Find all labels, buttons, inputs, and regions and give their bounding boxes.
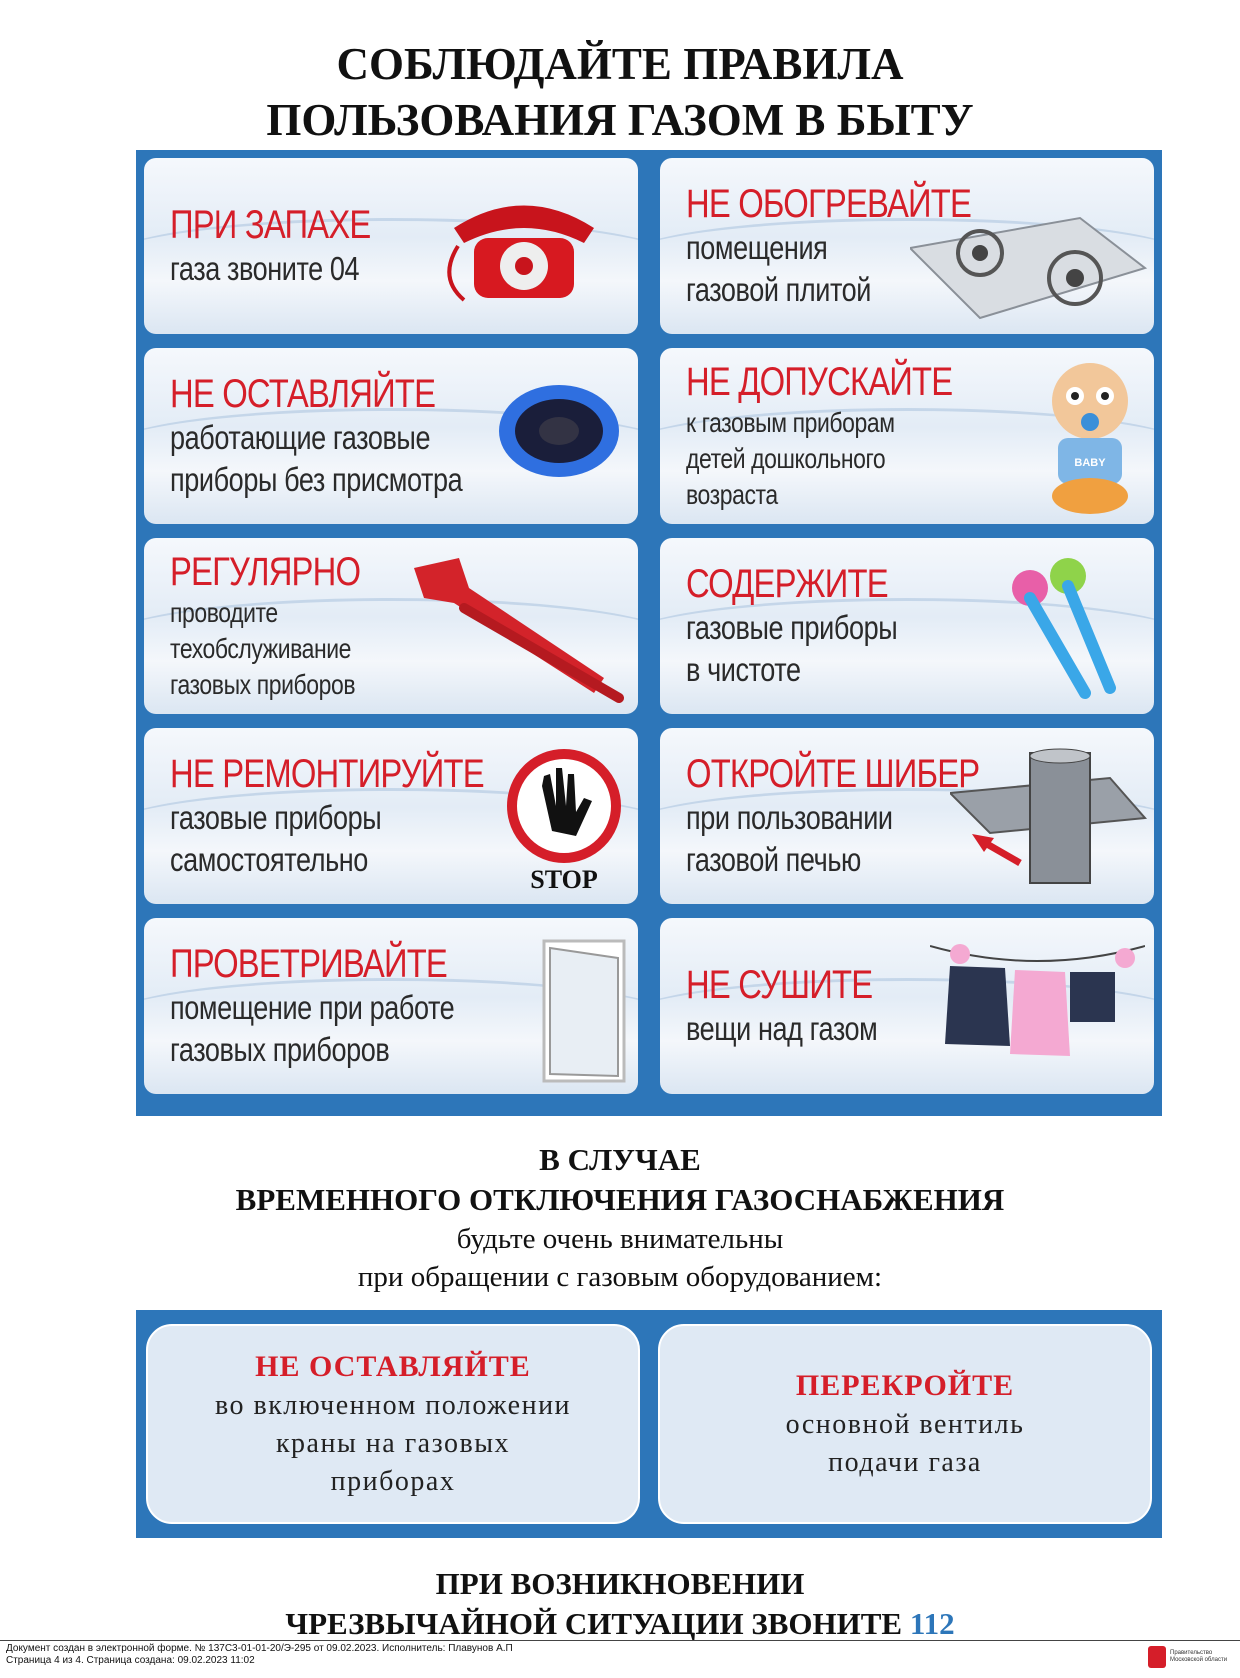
outage-rule-heading: ПЕРЕКРОЙТЕ [795, 1369, 1015, 1402]
outage-rule-valve [658, 1324, 1152, 1524]
rule-heading: ОТКРОЙТЕ ШИБЕР [686, 752, 980, 796]
rule-text: вещи над газом [686, 1010, 878, 1047]
emergency-number: 112 [909, 1606, 955, 1641]
outage-rule-text: приборах [330, 1466, 456, 1497]
stop-label: STOP [530, 865, 598, 894]
rule-text: самостоятельно [170, 841, 368, 878]
rule-heading: ПРОВЕТРИВАЙТЕ [170, 942, 447, 986]
page-title [0, 36, 1240, 148]
gov-logo-text: Правительство Московской области [1170, 1650, 1228, 1663]
outage-notice [0, 1140, 1240, 1296]
outage-rule-taps [146, 1324, 640, 1524]
phone-icon [444, 188, 604, 308]
emergency-line-2 [0, 1604, 1240, 1644]
rule-card-children [660, 348, 1154, 524]
outage-rule-text: краны на газовых [275, 1428, 511, 1459]
emergency-text: ЧРЕЗВЫЧАЙНОЙ СИТУАЦИИ ЗВОНИТЕ [285, 1606, 903, 1641]
outage-rule-text: основной вентиль [785, 1409, 1025, 1440]
gov-logo [1148, 1646, 1240, 1668]
footer-line-1: Документ создан в электронной форме. № 137С3-01-01-20/Э-295 от 09.02.2023. Исполнитель: Плавунов А.П [6, 1643, 513, 1654]
rule-heading: НЕ ДОПУСКАЙТЕ [686, 360, 953, 404]
emergency-notice [0, 1564, 1240, 1644]
outage-panel [136, 1310, 1162, 1538]
emergency-line-1: ПРИ ВОЗНИКНОВЕНИИ [435, 1566, 805, 1601]
rule-card-damper [660, 728, 1154, 904]
outage-line-3: будьте очень внимательны [456, 1223, 784, 1255]
rule-text: газовой плитой [686, 271, 872, 308]
title-line-2: ПОЛЬЗОВАНИЯ ГАЗОМ В БЫТУ [266, 95, 974, 145]
rule-text: газа звоните 04 [170, 250, 360, 287]
pipe-wrench-icon [404, 548, 634, 708]
rule-text: возраста [686, 479, 778, 510]
rule-text: работающие газовые [170, 419, 431, 456]
rule-card-drying [660, 918, 1154, 1094]
rule-text: помещения [686, 229, 828, 266]
rule-text: техобслуживание [170, 633, 352, 664]
rule-heading: ПРИ ЗАПАХЕ [170, 203, 371, 247]
rule-text: газовые приборы [170, 799, 382, 836]
footer-line-2: Страница 4 из 4. Страница создана: 09.02.2023 11:02 [6, 1655, 255, 1666]
rule-text: в чистоте [686, 651, 801, 688]
rule-heading: НЕ РЕМОНТИРУЙТЕ [170, 752, 484, 796]
rule-card-ventilate [144, 918, 638, 1094]
clothesline-icon [930, 936, 1145, 1066]
rule-text: детей дошкольного [686, 443, 886, 474]
rule-card-maintenance [144, 538, 638, 714]
title-line-1: СОБЛЮДАЙТЕ ПРАВИЛА [336, 39, 904, 89]
rule-heading: СОДЕРЖИТЕ [686, 562, 888, 606]
rule-text: газовой печью [686, 841, 861, 878]
rules-panel [136, 150, 1162, 1116]
outage-rule-heading: НЕ ОСТАВЛЯЙТЕ [255, 1350, 531, 1383]
rule-card-unattended [144, 348, 638, 524]
rule-card-repair [144, 728, 638, 904]
document-footer [6, 1643, 513, 1667]
footer-divider [0, 1640, 1240, 1641]
window-icon [534, 936, 634, 1086]
rule-text: к газовым приборам [686, 407, 895, 438]
outage-line-1: В СЛУЧАЕ [539, 1142, 701, 1177]
rule-card-cleanliness [660, 538, 1154, 714]
brushes-icon [990, 548, 1140, 708]
outage-line-2: ВРЕМЕННОГО ОТКЛЮЧЕНИЯ ГАЗОСНАБЖЕНИЯ [235, 1182, 1005, 1217]
rule-text: помещение при работе [170, 989, 455, 1026]
rule-heading: НЕ ОБОГРЕВАЙТЕ [686, 182, 972, 226]
baby-label: BABY [1074, 457, 1106, 469]
rule-text: газовые приборы [686, 609, 898, 646]
rule-heading: НЕ ОСТАВЛЯЙТЕ [170, 372, 436, 416]
baby-icon [1030, 356, 1150, 521]
rule-text: газовых приборов [170, 1031, 390, 1068]
rule-text: проводите [170, 597, 278, 628]
rule-card-heating [660, 158, 1154, 334]
rule-card-smell [144, 158, 638, 334]
outage-rule-text: подачи газа [828, 1447, 982, 1478]
outage-line-4: при обращении с газовым оборудованием: [357, 1261, 883, 1293]
rule-text: приборы без присмотра [170, 461, 463, 498]
rule-text: при пользовании [686, 799, 893, 836]
coat-of-arms-icon [1148, 1646, 1166, 1668]
rule-heading: РЕГУЛЯРНО [170, 550, 361, 594]
outage-rule-text: во включенном положении [214, 1390, 572, 1421]
rule-text: газовых приборов [170, 669, 356, 700]
rule-heading: НЕ СУШИТЕ [686, 963, 873, 1007]
